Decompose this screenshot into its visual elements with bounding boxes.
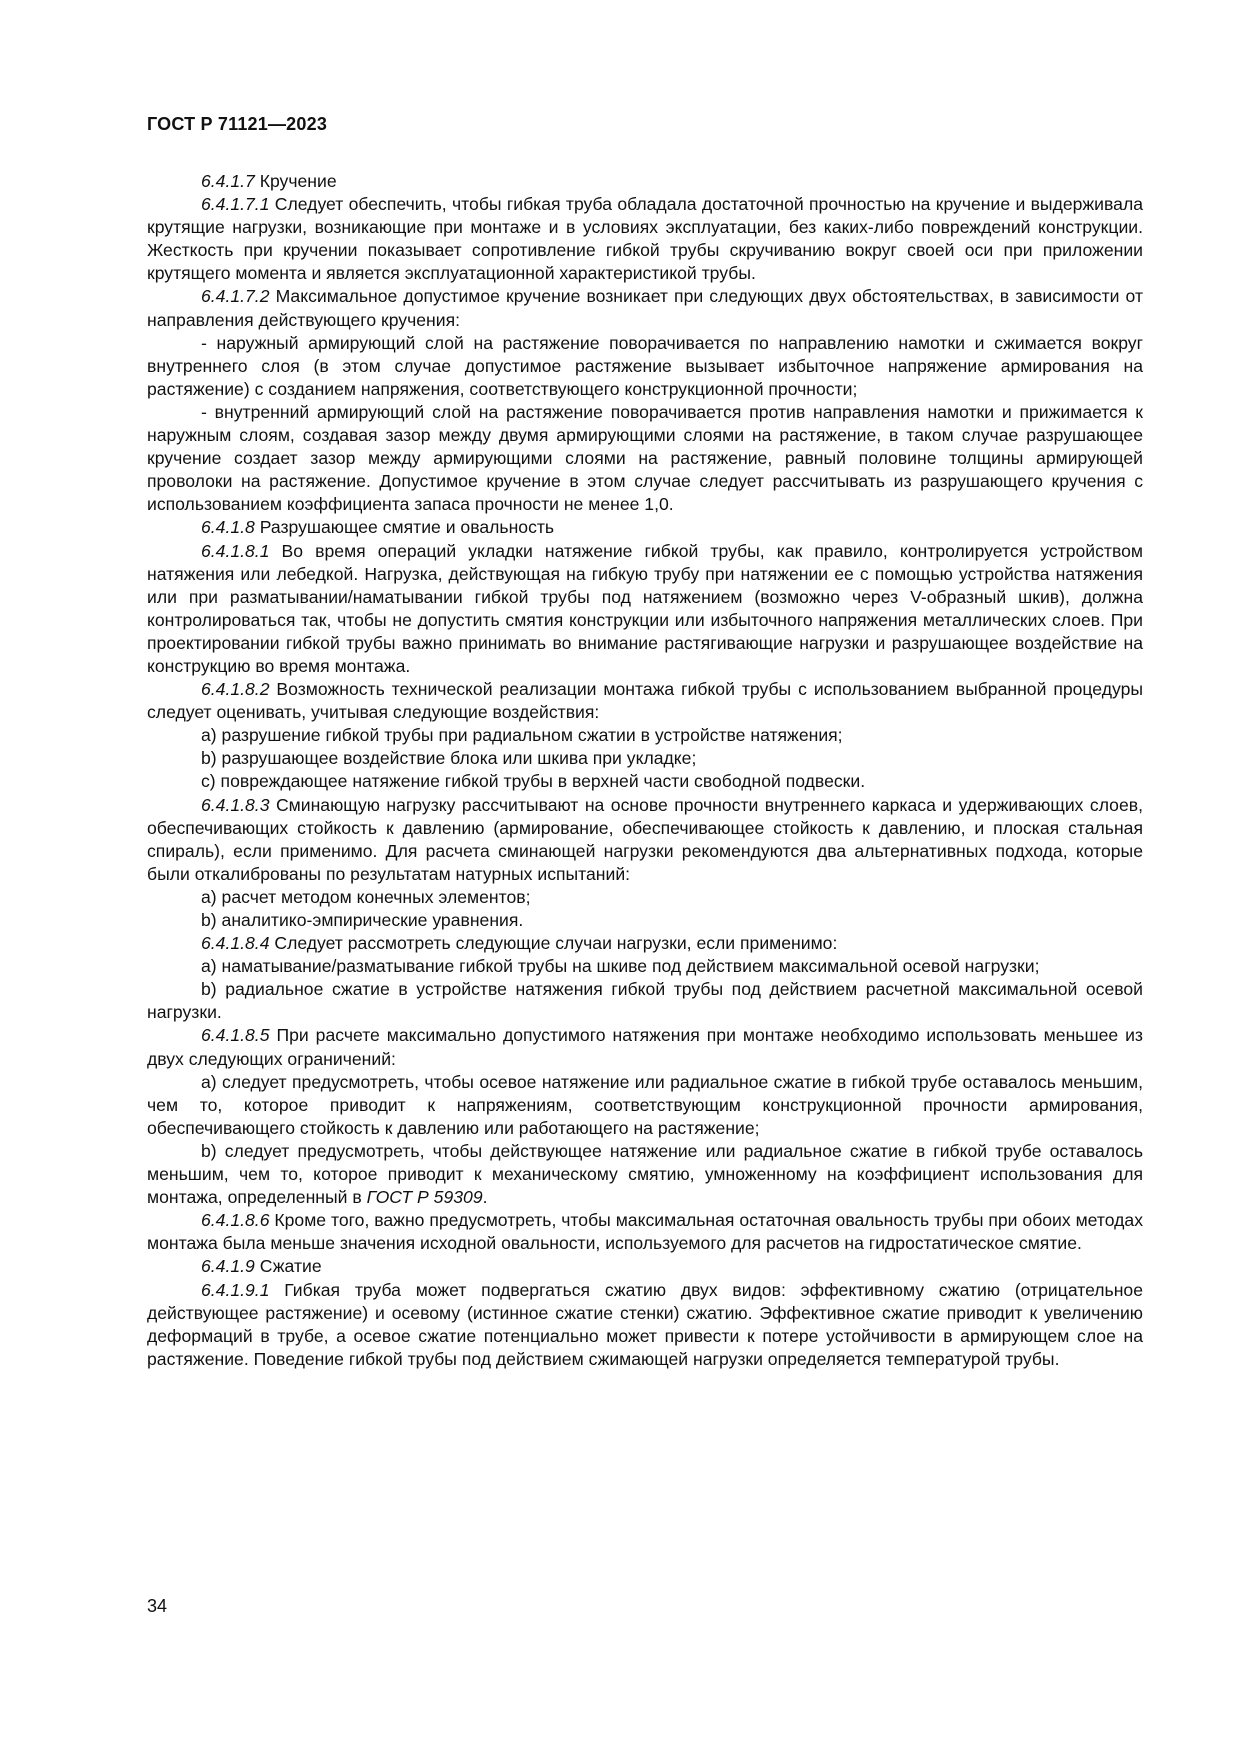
paragraph	[147, 1024, 1143, 1070]
paragraph	[147, 540, 1143, 679]
clause-number: 6.4.1.9	[201, 1256, 255, 1277]
paragraph	[147, 955, 1143, 978]
document-header: ГОСТ Р 71121—2023	[147, 114, 328, 134]
paragraph	[147, 1255, 1143, 1278]
paragraph	[147, 332, 1143, 401]
clause-number: 6.4.1.8.2	[201, 679, 270, 700]
clause-number: 6.4.1.8	[201, 517, 255, 538]
paragraph-text: b) радиальное сжатие в устройстве натяжения гибкой трубы под действием расчетной максимальной осевой нагрузки.	[147, 979, 1143, 1023]
paragraph-text: a) наматывание/разматывание гибкой трубы на шкиве под действием максимальной осевой нагрузки;	[201, 956, 1040, 977]
clause-number: 6.4.1.8.3	[201, 794, 270, 815]
paragraph-text: Разрушающее смятие и овальность	[254, 517, 555, 538]
paragraph-text: Следует рассмотреть следующие случаи нагрузки, если применимо:	[269, 933, 838, 954]
paragraph	[147, 516, 1143, 539]
paragraph-text: Во время операций укладки натяжение гибкой трубы, как правило, контролируется устройством натяжения или лебедкой. Нагрузка, действующая на гибкую трубу при натяжении ее с помощью устройства натяжения или при разматывании/наматывании гибкой трубы под натяжением (возможно через V-образный шкив), должна контролироваться так, чтобы не допустить смятия конструкции или избыточного напряжения металлических слоев. При проектировании гибкой трубы важно принимать во внимание растягивающие нагрузки и разрушающее воздействие на конструкцию во время монтажа.	[147, 540, 1143, 676]
paragraph-text: b) следует предусмотреть, чтобы действующее натяжение или радиальное сжатие в гибкой трубе оставалось меньшим, чем то, которое приводит к механическому смятию, умноженному на коэффициент использования для монтажа, определенный в	[147, 1140, 1143, 1208]
paragraph-text: a) следует предусмотреть, чтобы осевое натяжение или радиальное сжатие в гибкой трубе оставалось меньшим, чем то, которое приводит к напряжениям, соответствующим конструкционной прочности армирования, обеспечивающего стойкость к давлению или работающего на растяжение;	[147, 1071, 1143, 1138]
paragraph	[147, 193, 1143, 285]
page-number: 34	[147, 1596, 168, 1616]
clause-number: 6.4.1.9.1	[201, 1279, 270, 1300]
clause-number: 6.4.1.8.4	[201, 933, 270, 954]
clause-number: 6.4.1.8.6	[201, 1210, 270, 1231]
paragraph	[147, 1140, 1143, 1209]
paragraph	[147, 770, 1143, 793]
paragraph-tail: .	[482, 1187, 488, 1208]
clause-number: 6.4.1.7.2	[201, 286, 270, 307]
paragraph-text: Гибкая труба может подвергаться сжатию двух видов: эффективному сжатию (отрицательное действующее растяжение) и осевому (истинное сжатие стенки) сжатию. Эффективное сжатие приводит к увеличению деформаций в трубе, а осевое сжатие потенциально может привести к потере устойчивости в армирующем слое на растяжение. Поведение гибкой трубы под действием сжимающей нагрузки определяется температурой трубы.	[147, 1279, 1143, 1369]
paragraph-text: Максимальное допустимое кручение возникает при следующих двух обстоятельствах, в зависимости от направления действующего кручения:	[147, 286, 1143, 330]
paragraph	[147, 1209, 1143, 1255]
paragraph-text: Кручение	[254, 171, 337, 191]
clause-number: 6.4.1.7	[201, 171, 255, 191]
clause-number: 6.4.1.8.1	[201, 540, 270, 561]
paragraph	[147, 932, 1143, 955]
document-body	[147, 170, 1143, 1371]
paragraph	[147, 285, 1143, 331]
paragraph-text: Следует обеспечить, чтобы гибкая труба обладала достаточной прочностью на кручение и выдерживала крутящие нагрузки, возникающие при монтаже и в условиях эксплуатации, без каких-либо повреждений конструкции. Жесткость при кручении показывает сопротивление гибкой трубы скручиванию вокруг своей оси при приложении крутящего момента и является эксплуатационной характеристикой трубы.	[147, 194, 1143, 284]
paragraph-text: Сминающую нагрузку рассчитывают на основе прочности внутреннего каркаса и удерживающих слоев, обеспечивающих стойкость к давлению (армирование, обеспечивающее стойкость к давлению, и плоская стальная спираль), если применимо. Для расчета сминающей нагрузки рекомендуются два альтернативных подхода, которые были откалиброваны по результатам натурных испытаний:	[147, 794, 1143, 884]
standard-reference: ГОСТ Р 59309	[366, 1187, 483, 1208]
paragraph	[147, 747, 1143, 770]
paragraph	[147, 909, 1143, 932]
paragraph	[147, 886, 1143, 909]
paragraph-text: a) разрушение гибкой трубы при радиальном сжатии в устройстве натяжения;	[201, 725, 843, 746]
paragraph	[147, 794, 1143, 886]
paragraph-text: a) расчет методом конечных элементов;	[201, 886, 531, 907]
paragraph-text: c) повреждающее натяжение гибкой трубы в верхней части свободной подвески.	[201, 771, 866, 792]
clause-number: 6.4.1.8.5	[201, 1025, 270, 1046]
paragraph	[147, 724, 1143, 747]
paragraph-text: - наружный армирующий слой на растяжение поворачивается по направлению намотки и сжимается вокруг внутреннего слоя (в этом случае допустимое растяжение вызывает избыточное напряжение армирования на растяжение) с созданием напряжения, соответствующего конструкционной прочности;	[147, 332, 1143, 399]
paragraph	[147, 401, 1143, 516]
paragraph	[147, 1071, 1143, 1140]
paragraph-text: b) аналитико-эмпирические уравнения.	[201, 910, 524, 930]
paragraph-text: Кроме того, важно предусмотреть, чтобы максимальная остаточная овальность трубы при обоих методах монтажа была меньше значения исходной овальности, используемого для расчетов на гидростатическое смятие.	[147, 1210, 1143, 1254]
paragraph-text: Возможность технической реализации монтажа гибкой трубы с использованием выбранной процедуры следует оценивать, учитывая следующие воздействия:	[147, 679, 1143, 723]
paragraph	[147, 978, 1143, 1024]
paragraph-text: Сжатие	[254, 1256, 322, 1277]
paragraph-text: b) разрушающее воздействие блока или шкива при укладке;	[201, 748, 697, 769]
paragraph-text: При расчете максимально допустимого натяжения при монтаже необходимо использовать меньшее из двух следующих ограничений:	[147, 1025, 1143, 1069]
paragraph	[147, 1279, 1143, 1371]
paragraph-text: - внутренний армирующий слой на растяжение поворачивается против направления намотки и прижимается к наружным слоям, создавая зазор между двумя армирующими слоями на растяжение, в таком случае разрушающее кручение создает зазор между армирующими слоями на растяжение, равный половине толщины армирующей проволоки на растяжение. Допустимое кручение в этом случае следует рассчитывать из разрушающего кручения с использованием коэффициента запаса прочности не менее 1,0.	[147, 401, 1143, 515]
paragraph	[147, 170, 1143, 193]
clause-number: 6.4.1.7.1	[201, 194, 270, 215]
paragraph	[147, 678, 1143, 724]
